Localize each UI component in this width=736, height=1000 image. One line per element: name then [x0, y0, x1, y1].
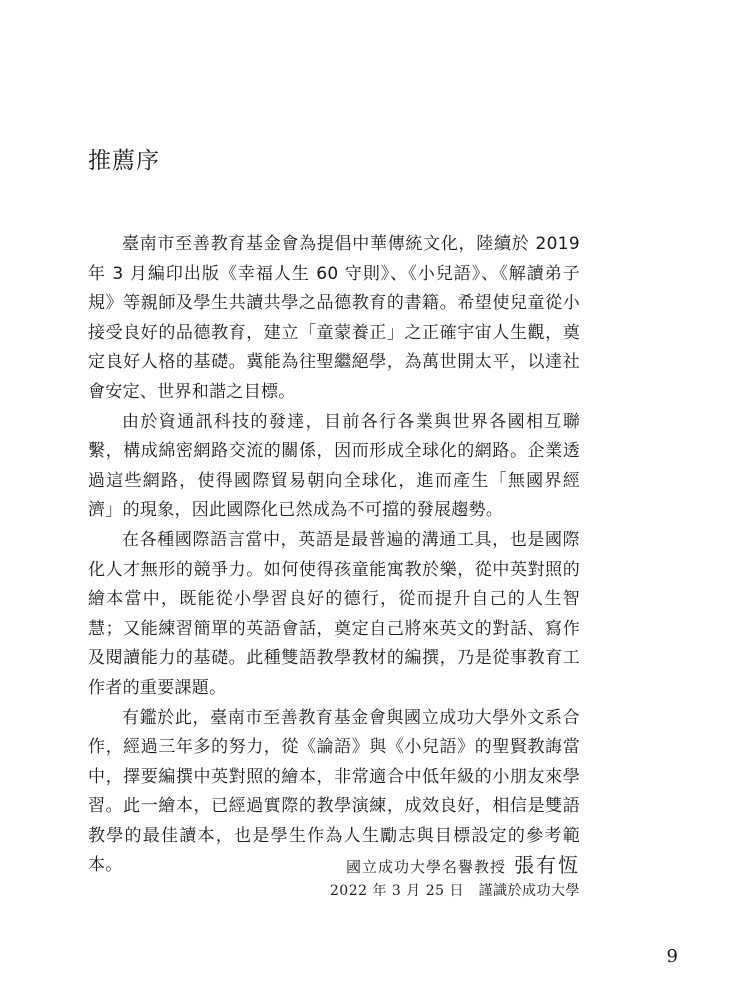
- paragraph-2: 由於資通訊科技的發達，目前各行各業與世界各國相互聯繫，構成綿密網路交流的關係，因而形成全球化的網路。企業透過這些網路，使得國際貿易朝向全球化，進而產生「無國界經濟」的現象，因此國際化已然成為不可擋的發展趨勢。: [88, 411, 580, 521]
- page-title: 推薦序: [88, 148, 160, 174]
- paragraph-4: 有鑑於此，臺南市至善教育基金會與國立成功大學外文系合作，經過三年多的努力，從《論語》與《小兒語》的聖賢教誨當中，擇要編撰中英對照的繪本，非常適合中低年級的小朋友來學習。此一繪本，已經過實際的教學演練，成效良好，相信是雙語教學的最佳讀本，也是學生作為人生勵志與目標設定的參考範本。: [88, 707, 580, 876]
- signature-name: 張有恆: [514, 853, 580, 877]
- preface-body: [88, 230, 580, 881]
- signature-line: [330, 852, 580, 880]
- paragraph-1: 臺南市至善教育基金會為提倡中華傳統文化，陸續於 2019 年 3 月編印出版《幸福人生 60 守則》、《小兒語》、《解讀弟子規》等親師及學生共讀共學之品德教育的書籍。希望使兒童從小接受良好的品德教育，建立「童蒙養正」之正確宇宙人生觀，奠定良好人格的基礎。冀能為往聖繼絕學，為萬世開太平，以達社會安定、世界和諧之目標。: [88, 234, 580, 402]
- signature-block: [330, 852, 580, 902]
- paragraph-3: 在各種國際語言當中，英語是最普遍的溝通工具，也是國際化人才無形的競爭力。如何使得孩童能寓教於樂，從中英對照的繪本當中，既能從小學習良好的德行，從而提升自己的人生智慧；又能練習簡單的英語會話，奠定自己將來英文的對話、寫作及閱讀能力的基礎。此種雙語教學教材的編撰，乃是從事教育工作者的重要課題。: [88, 529, 580, 698]
- signature-affiliation: 國立成功大學名譽教授: [345, 858, 506, 876]
- page-number: 9: [666, 946, 678, 967]
- signature-date: 2022 年 3 月 25 日 謹識於成功大學: [329, 883, 580, 899]
